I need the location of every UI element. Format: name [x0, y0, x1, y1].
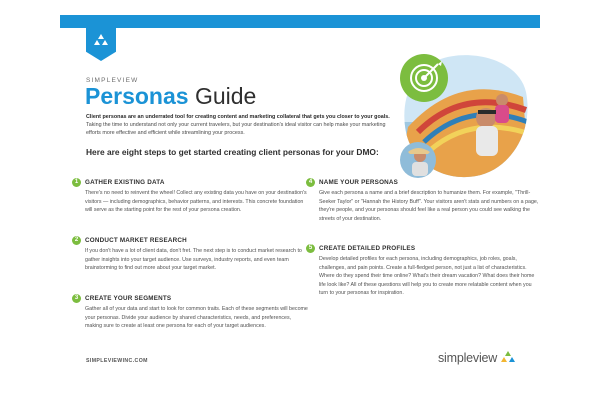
step-body: Give each persona a name and a brief description to humanize them. For example, "Thrill-Seeker Taylor" or "Hannah the History Buff". Your visitors aren't stats and numbers on a page, they're people, and your personas should feel like a real person you could see walking the streets of your destination.	[319, 190, 539, 222]
bottom-circle-photo	[400, 142, 436, 178]
footer-url-link[interactable]: SIMPLEVIEWINC.COM	[86, 358, 148, 364]
step-number: 4	[306, 178, 315, 187]
logo-wordmark: simpleview	[438, 351, 498, 365]
title-accent: Personas	[85, 83, 189, 109]
step-2	[72, 235, 308, 273]
title-rest: Guide	[194, 83, 257, 109]
intro-paragraph	[86, 113, 396, 137]
triangles-logo-icon	[500, 351, 516, 365]
mountain-logo-icon	[93, 34, 109, 48]
brand-eyebrow: SIMPLEVIEW	[86, 77, 139, 84]
step-title: GATHER EXISTING DATA	[85, 178, 165, 186]
step-number: 1	[72, 178, 81, 187]
step-title: CONDUCT MARKET RESEARCH	[85, 236, 187, 244]
step-3	[72, 293, 308, 331]
hero-photo	[398, 52, 530, 182]
step-title: CREATE DETAILED PROFILES	[319, 244, 416, 252]
step-number: 3	[72, 294, 81, 303]
step-number: 2	[72, 236, 81, 245]
step-1	[72, 177, 308, 215]
intro-bold: Client personas are an underrated tool for creating content and marketing collateral that gets you closer to your goals.	[86, 114, 390, 120]
intro-rest: Taking the time to understand not only your current travelers, but your destination's ideal visitor can help make your marketing efforts more effective and efficient while streamlining your process.	[86, 122, 386, 136]
brand-flag	[86, 28, 116, 61]
page-title	[85, 83, 256, 109]
step-5	[306, 243, 542, 298]
step-title: CREATE YOUR SEGMENTS	[85, 294, 172, 302]
step-4	[306, 177, 542, 223]
top-accent-bar	[60, 15, 540, 28]
step-number: 5	[306, 244, 315, 253]
step-title: NAME YOUR PERSONAS	[319, 178, 399, 186]
simpleview-logo	[438, 351, 516, 365]
steps-subheading: Here are eight steps to get started creating client personas for your DMO:	[86, 147, 379, 157]
step-body: There's no need to reinvent the wheel! Collect any existing data you have on your destination's visitors — including demographics, behavior patterns, and interests. This concrete foundation will serve as the starting point for the rest of your persona creation.	[85, 190, 307, 214]
step-body: Gather all of your data and start to look for common traits. Each of these segments will become your personas. Divide your audience by shared characteristics, needs, and preferences, making sure to create at least one persona for each of your target audiences.	[85, 306, 308, 330]
step-body: If you don't have a lot of client data, don't fret. The next step is to conduct market research to gather insights into your target audience. Use surveys, industry reports, and even team brainstorming to find out more about your target market.	[85, 248, 302, 272]
step-body: Develop detailed profiles for each persona, including demographics, job roles, goals, challenges, and pain points. Create a full-fledged person, not just a list of characteristics. Where do they spend their time online? What's their dream vacation? What does their home life look like? All of these questions will help you to create more relatable content when you turn to your personas for inspiration.	[319, 256, 535, 297]
target-icon	[400, 54, 448, 102]
